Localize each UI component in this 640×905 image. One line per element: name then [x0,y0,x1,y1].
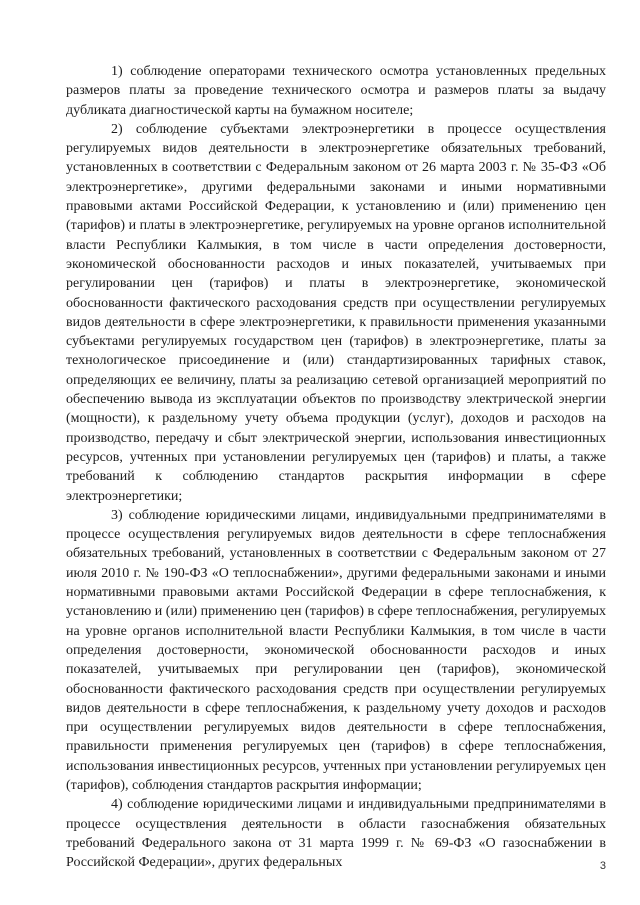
paragraph-item-4: 4) соблюдение юридическими лицами и индивидуальными предпринимателями в процессе осуществления деятельности в области газоснабжения обязательных требований Федерального закона от 31 марта 1999 г. № 69-ФЗ «О газоснабжении в Российской Федерации», других федеральных [66,797,606,871]
document-body [66,62,606,872]
paragraph-item-3: 3) соблюдение юридическими лицами, индивидуальными предпринимателями в процессе осуществления регулируемых видов деятельности в сфере теплоснабжения обязательных требований, установленных в соответствии с Федеральным законом от 27 июля 2010 г. № 190-ФЗ «О теплоснабжении», другими федеральными законами и иными нормативными правовыми актами Российской Федерации в сфере теплоснабжения, к установлению и (или) применению цен (тарифов) в сфере теплоснабжения, регулируемых на уровне органов исполнительной власти Республики Калмыкия, в том числе в части определения достоверности, экономической обоснованности расходов и иных показателей, учитываемых при регулировании цен (тарифов), экономической обоснованности фактического расходования средств при осуществлении регулируемых видов деятельности в сфере теплоснабжения, к раздельному учету доходов и расходов при осуществлении регулируемых видов деятельности в сфере теплоснабжения, правильности применения регулируемых цен (тарифов) в сфере теплоснабжения, использования инвестиционных ресурсов, учтенных при установлении регулируемых цен (тарифов), соблюдения стандартов раскрытия информации; [66,507,606,793]
paragraph-item-2: 2) соблюдение субъектами электроэнергетики в процессе осуществления регулируемых видов деятельности в электроэнергетике обязательных требований, установленных в соответствии с Федеральным законом от 26 марта 2003 г. № 35-ФЗ «Об электроэнергетике», другими федеральными законами и иными нормативными правовыми актами Российской Федерации, к установлению и (или) применению цен (тарифов) и платы в электроэнергетике, регулируемых на уровне органов исполнительной власти Республики Калмыкия, в том числе в части определения достоверности, экономической обоснованности расходов и иных показателей, учитываемых при регулировании цен (тарифов) и платы в электроэнергетике, экономической обоснованности фактического расходования средств при осуществлении регулируемых видов деятельности в сфере электроэнергетики, к правильности применения указанными субъектами регулируемых государством цен (тарифов) в электроэнергетике, платы за технологическое присоединение и (или) стандартизированных тарифных ставок, определяющих ее величину, платы за реализацию сетевой организацией мероприятий по обеспечению вывода из эксплуатации объектов по производству электрической энергии (мощности), к раздельному учету объема продукции (услуг), доходов и расходов на производство, передачу и сбыт электрической энергии, использования инвестиционных ресурсов, учтенных при установлении регулируемых цен (тарифов) и платы, а также требований к соблюдению стандартов раскрытия информации в сфере электроэнергетики; [66,121,606,504]
page-number: 3 [599,860,606,872]
paragraph-item-1: 1) соблюдение операторами технического осмотра установленных предельных размеров платы за проведение технического осмотра и размеров платы за выдачу дубликата диагностической карты на бумажном носителе; [66,64,606,118]
